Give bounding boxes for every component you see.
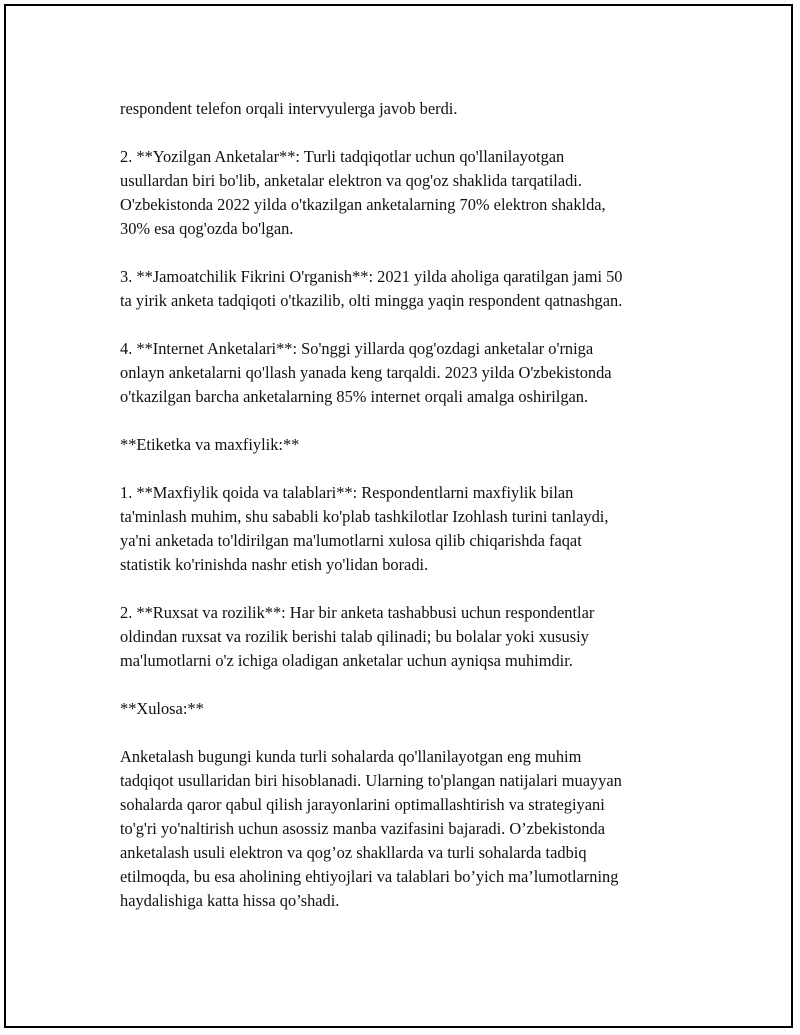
text-line: haydalishiga katta hissa qo’shadi. [120,891,340,910]
document-body [120,97,710,937]
section-heading-ethics [120,433,710,457]
text-line: 2. **Ruxsat va rozilik**: Har bir anketa tashabbusi uchun respondentlar [120,603,595,622]
text-line: usullardan biri bo'lib, anketalar elektron va qog'oz shaklida tarqatiladi. [120,171,582,190]
text-line: Anketalash bugungi kunda turli sohalarda qo'llanilayotgan eng muhim [120,747,582,766]
text-line: ta yirik anketa tadqiqoti o'tkazilib, olti mingga yaqin respondent qatnashgan. [120,291,623,310]
text-line: anketalash usuli elektron va qog’oz shakllarda va turli sohalarda tadbiq [120,843,587,862]
section-heading-conclusion [120,697,710,721]
text-line: tadqiqot usullaridan biri hisoblanadi. Ularning to'plangan natijalari muayyan [120,771,622,790]
text-line: 4. **Internet Anketalari**: So'nggi yillarda qog'ozdagi anketalar o'rniga [120,339,594,358]
paragraph-internet-surveys [120,337,710,409]
paragraph-written-surveys [120,145,710,241]
text-line: ma'lumotlarni o'z ichiga oladigan anketalar uchun ayniqsa muhimdir. [120,651,573,670]
text-line: oldindan ruxsat va rozilik berishi talab qilinadi; bu bolalar yoki xususiy [120,627,589,646]
text-line: ya'ni anketada to'ldirilgan ma'lumotlarni xulosa qilib chiqarishda faqat [120,531,582,550]
text-line: 3. **Jamoatchilik Fikrini O'rganish**: 2021 yilda aholiga qaratilgan jami 50 [120,267,623,286]
text-line: 1. **Maxfiylik qoida va talablari**: Respondentlarni maxfiylik bilan [120,483,574,502]
paragraph-privacy-rules [120,481,710,577]
text-line: etilmoqda, bu esa aholining ehtiyojlari va talablari bo’yich ma’lumotlarning [120,867,619,886]
text-line: O'zbekistonda 2022 yilda o'tkazilgan anketalarning 70% elektron shaklda, [120,195,606,214]
text-line: to'g'ri yo'naltirish uchun asossiz manba vazifasini bajaradi. O’zbekistonda [120,819,605,838]
paragraph-conclusion [120,745,710,913]
paragraph-consent [120,601,710,673]
paragraph-public-opinion [120,265,710,313]
text-line: statistik ko'rinishda nashr etish yo'lidan boradi. [120,555,429,574]
text-line: **Etiketka va maxfiylik:** [120,435,300,454]
text-line: 2. **Yozilgan Anketalar**: Turli tadqiqotlar uchun qo'llanilayotgan [120,147,565,166]
text-line: **Xulosa:** [120,699,204,718]
page-frame [4,4,793,1028]
paragraph-intro-continuation [120,97,710,121]
text-line: onlayn anketalarni qo'llash yanada keng tarqaldi. 2023 yilda O'zbekistonda [120,363,612,382]
text-line: respondent telefon orqali intervyulerga javob berdi. [120,99,458,118]
text-line: o'tkazilgan barcha anketalarning 85% internet orqali amalga oshirilgan. [120,387,589,406]
text-line: sohalarda qaror qabul qilish jarayonlarini optimallashtirish va strategiyani [120,795,605,814]
text-line: 30% esa qog'ozda bo'lgan. [120,219,294,238]
text-line: ta'minlash muhim, shu sababli ko'plab tashkilotlar Izohlash turini tanlaydi, [120,507,609,526]
